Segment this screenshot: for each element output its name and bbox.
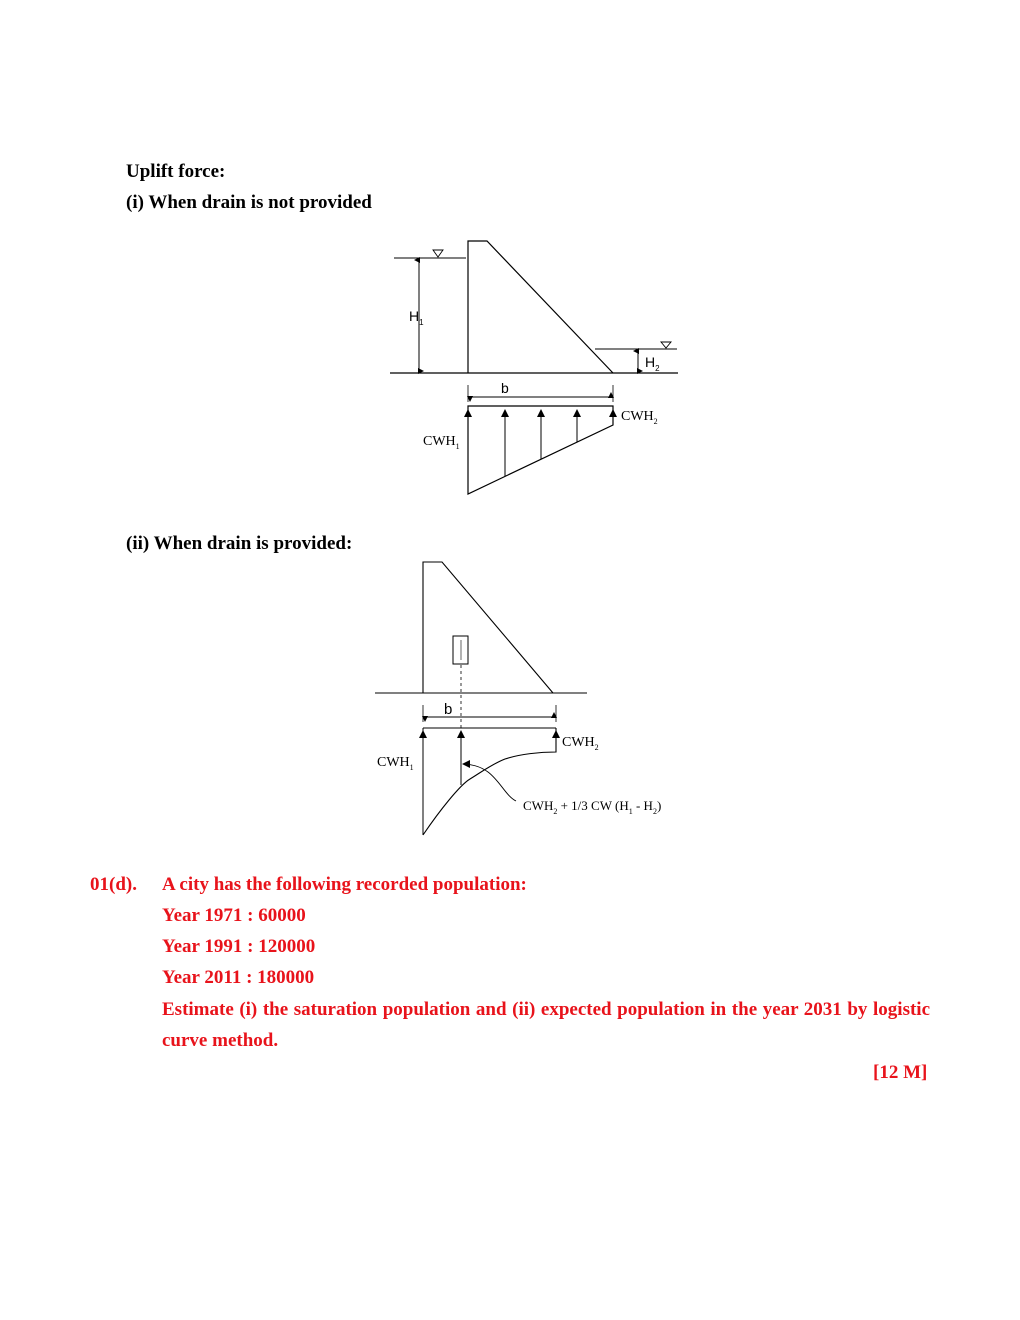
cwh2-label: $CWH_2$ (621, 409, 658, 426)
b-label: b (501, 380, 509, 396)
dam-profile (423, 562, 553, 693)
pressure-curve (423, 728, 556, 835)
annotation-leader (463, 764, 516, 801)
drain-pressure-annotation: $CWH_2 + 1/3$ CW $(H_1 - H_2)$ (523, 798, 662, 816)
section-title: Uplift force: (126, 161, 226, 182)
cwh1-label: $CWH_1$ (423, 434, 460, 451)
population-row: Year 1991 : 120000 (162, 936, 316, 957)
question-intro: A city has the following recorded population: (162, 874, 527, 895)
b-label: b (444, 701, 453, 718)
population-row: Year 1971 : 60000 (162, 905, 306, 926)
drainage-gallery (453, 636, 468, 664)
question-number: 01(d). (90, 874, 137, 895)
question-task: Estimate (i) the saturation population and (ii) expected population in the year 2031 by logistic curve method. (162, 999, 930, 1051)
population-row: Year 2011 : 180000 (162, 967, 315, 988)
question-marks: [12 M] (873, 1062, 928, 1083)
cwh2-label: $CWH_2$ (562, 735, 599, 752)
case1-heading: (i) When drain is not provided (126, 192, 372, 213)
case2-heading: (ii) When drain is provided: (126, 533, 353, 554)
cwh1-label: $CWH_1$ (377, 755, 414, 772)
h1-label: $H_1$ (409, 308, 424, 327)
h2-label: $H_2$ (645, 354, 660, 373)
